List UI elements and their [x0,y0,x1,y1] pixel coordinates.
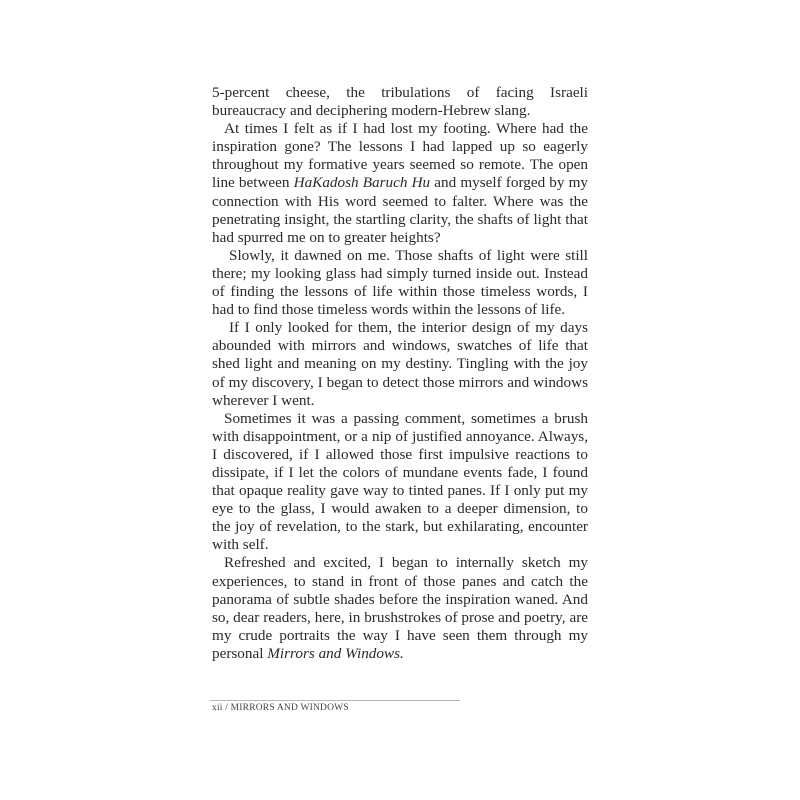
paragraph-text: If I only looked for them, the interior design of my days abounded with mirrors and windows, swatches of life that shed light and meaning on my destiny. Tingling with the joy of my discovery, I began to detect those mirrors and windows wherever I went. [212,319,588,409]
footer-divider [210,700,460,701]
page-number: xii [212,703,223,713]
footer-separator: / [222,703,231,713]
paragraph-5 [212,410,588,555]
paragraph-text: Refreshed and excited, I began to internally sketch my experiences, to stand in front of those panes and catch the panorama of subtle shades before the inspiration waned. And so, dear readers, here, in brushstrokes of prose and poetry, are my crude portraits the way I have seen them through my personal [212,554,588,662]
paragraph-2 [212,120,588,247]
italic-term: HaKadosh Baruch Hu [293,174,431,192]
paragraph-4 [212,319,588,409]
body-text [212,84,588,663]
paragraph-3 [212,247,588,319]
paragraph-text: Slowly, it dawned on me. Those shafts of light were still there; my looking glass had simply turned inside out. Instead of finding the lessons of life within those timeless words, I had to find those timeless words within the lessons of life. [212,246,588,319]
paragraph-text: Sometimes it was a passing comment, sometimes a brush with disappointment, or a nip of justified annoyance. Always, I discovered, if I allowed those first impulsive reactions to dissipate, if I let the colors of mundane events fade, I found that opaque reality gave way to tinted panes. If I only put my eye to the glass, I would awaken to a deeper dimension, to the joy of revelation, to the stark, but exhilarating, encounter with self. [212,409,588,554]
paragraph-6 [212,554,588,663]
running-title: MIRRORS AND WINDOWS [230,703,349,713]
paragraph-text: and myself forged by my connection with His word seemed to falter. Where was the penetrating insight, the startling clarity, the shafts of light that had spurred me on to greater heights? [212,174,589,246]
paragraph-1 [212,84,588,120]
paragraph-text: At times I felt as if I had lost my footing. Where had the inspiration gone? The lessons I had lapped up so eagerly throughout my formative years seemed so remote. The open line between [212,120,588,192]
italic-book-title: Mirrors and Windows. [267,644,404,662]
running-footer [212,703,349,713]
paragraph-text: 5-percent cheese, the tribulations of facing Israeli bureaucracy and deciphering modern-Hebrew slang. [212,84,588,120]
